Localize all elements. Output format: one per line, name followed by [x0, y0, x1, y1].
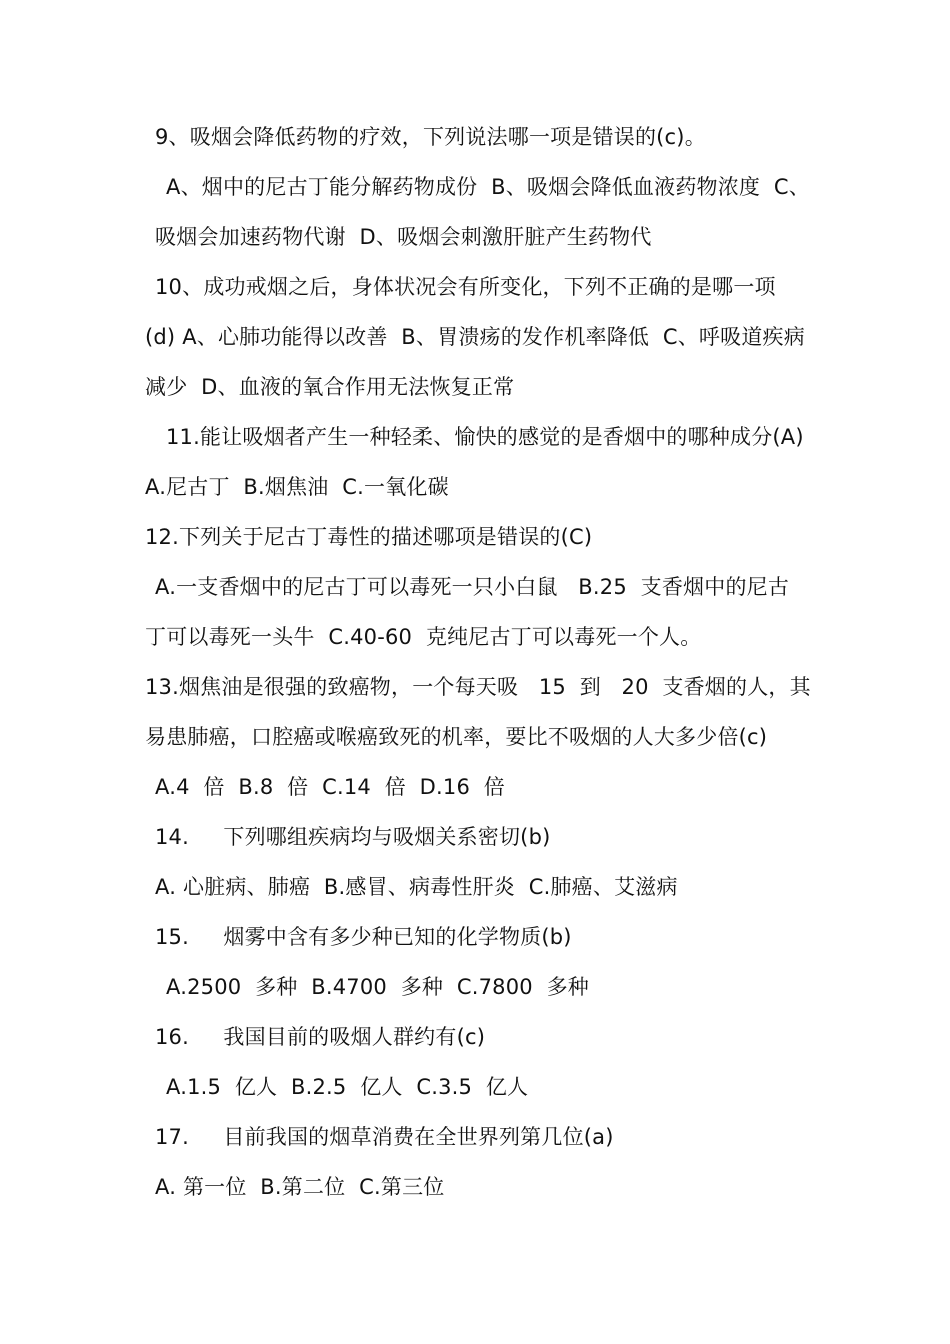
question-9-options-cont: 吸烟会加速药物代谢 D、吸烟会刺激肝脏产生药物代	[155, 225, 652, 249]
question-14-options: A. 心脏病、肺癌 B.感冒、病毒性肝炎 C.肺癌、艾滋病	[155, 875, 678, 899]
question-13-options: A.4 倍 B.8 倍 C.14 倍 D.16 倍	[155, 775, 505, 799]
question-10-options-cont: 减少 D、血液的氧合作用无法恢复正常	[145, 375, 515, 399]
question-11-options: A.尼古丁 B.烟焦油 C.一氧化碳	[145, 475, 449, 499]
question-10-options: (d) A、心肺功能得以改善 B、胃溃疡的发作机率降低 C、呼吸道疾病	[145, 325, 805, 349]
question-12-text: 12.下列关于尼古丁毒性的描述哪项是错误的(C)	[145, 525, 593, 549]
question-13-text-cont: 易患肺癌，口腔癌或喉癌致死的机率，要比不吸烟的人大多少倍(c)	[145, 725, 768, 749]
question-14-text: 14. 下列哪组疾病均与吸烟关系密切(b)	[155, 825, 551, 849]
question-9-options: A、烟中的尼古丁能分解药物成份 B、吸烟会降低血液药物浓度 C、	[166, 175, 810, 199]
question-16-options: A.1.5 亿人 B.2.5 亿人 C.3.5 亿人	[166, 1075, 529, 1099]
question-17-options: A. 第一位 B.第二位 C.第三位	[155, 1175, 445, 1199]
question-13-text: 13.烟焦油是很强的致癌物，一个每天吸 15 到 20 支香烟的人，其	[145, 675, 811, 699]
question-9-text: 9、吸烟会降低药物的疗效，下列说法哪一项是错误的(c)。	[155, 125, 706, 149]
question-11-text: 11.能让吸烟者产生一种轻柔、愉快的感觉的是香烟中的哪种成分(A)	[166, 425, 804, 449]
question-10-text: 10、成功戒烟之后，身体状况会有所变化，下列不正确的是哪一项	[155, 275, 776, 299]
question-16-text: 16. 我国目前的吸烟人群约有(c)	[155, 1025, 486, 1049]
question-12-options-cont: 丁可以毒死一头牛 C.40-60 克纯尼古丁可以毒死一个人。	[145, 625, 702, 649]
question-15-text: 15. 烟雾中含有多少种已知的化学物质(b)	[155, 925, 572, 949]
question-17-text: 17. 目前我国的烟草消费在全世界列第几位(a)	[155, 1125, 614, 1149]
question-12-options: A.一支香烟中的尼古丁可以毒死一只小白鼠 B.25 支香烟中的尼古	[155, 575, 790, 599]
question-15-options: A.2500 多种 B.4700 多种 C.7800 多种	[166, 975, 589, 999]
